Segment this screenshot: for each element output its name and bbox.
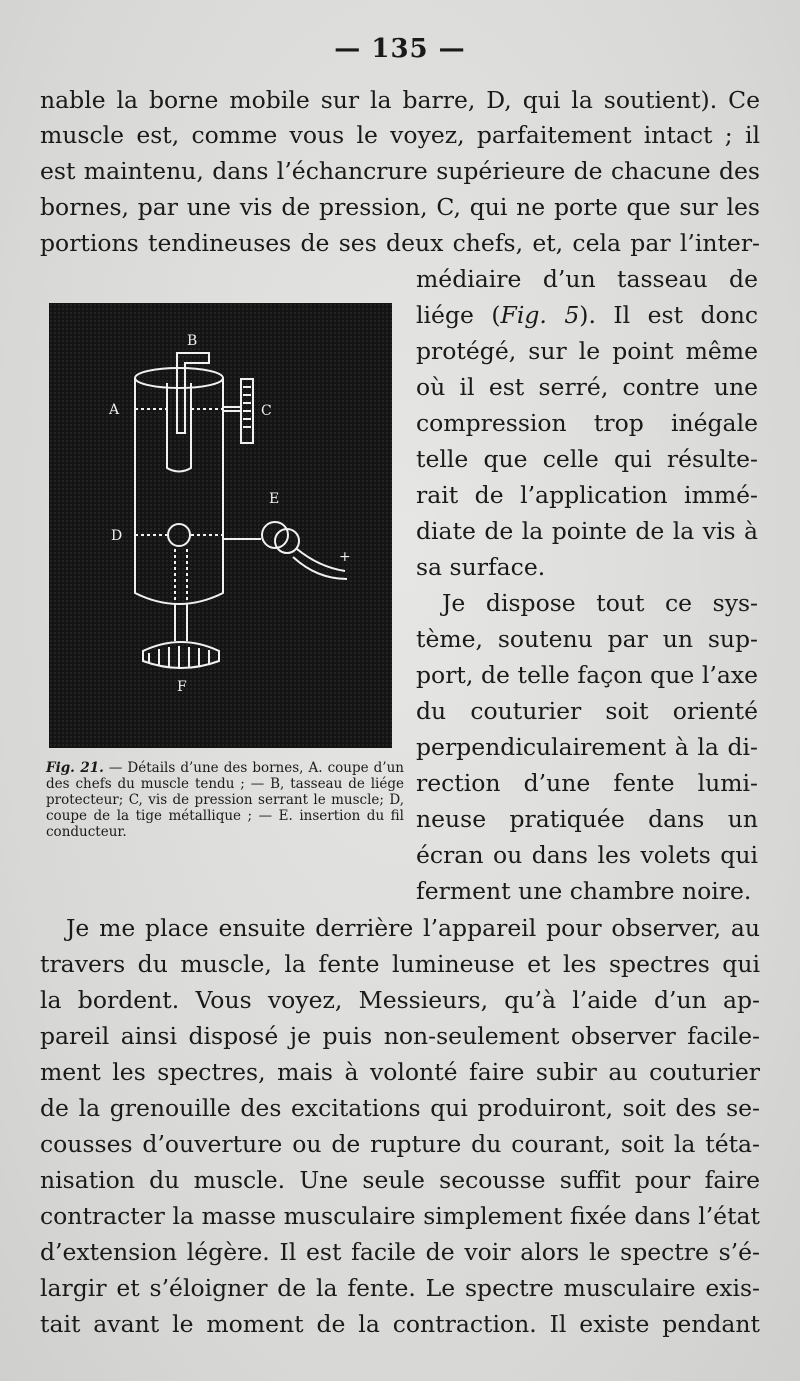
text-line: cousses d’ouverture ou de rupture du courant, soit la téta- [40, 1130, 760, 1158]
text-line: de la grenouille des excitations qui produiront, soit des se- [40, 1094, 760, 1122]
label-a: A [109, 402, 120, 418]
text-line: où il est serré, contre une [416, 373, 758, 401]
text-line: portions tendineuses de ses deux chefs, et, cela par l’inter- [40, 229, 760, 257]
text-segment: ). Il est donc [579, 301, 758, 329]
text-line: neuse pratiquée dans un [416, 805, 758, 833]
figure-ref: Fig. 5 [500, 301, 580, 329]
text-line: bornes, par une vis de pression, C, qui ne porte que sur les [40, 193, 760, 221]
text-line: ferment une chambre noire. [416, 877, 752, 905]
label-b: B [187, 333, 198, 349]
caption-text: — Détails d’une des bornes, A. coupe d’un des chefs du muscle tendu ; — B, tasseau de liége protecteur; C, vis de pression serrant le muscle; D, coupe de la tige métallique ; — E. insertion du fil conducteur. [46, 760, 404, 840]
caption-label: Fig. 21. [46, 760, 104, 776]
text-line: Je me place ensuite derrière l’appareil pour observer, au [66, 914, 760, 942]
label-plus: + [339, 549, 351, 565]
terminal-diagram [49, 303, 392, 748]
text-line: sa surface. [416, 553, 546, 581]
text-line: diate de la pointe de la vis à [416, 517, 758, 545]
text-line [416, 297, 758, 333]
text-line: perpendiculairement à la di- [416, 733, 758, 761]
text-line: rait de l’application immé- [416, 481, 758, 509]
text-line: travers du muscle, la fente lumineuse et les spectres qui [40, 950, 760, 978]
text-line: largir et s’éloigner de la fente. Le spectre musculaire exis- [40, 1274, 760, 1302]
text-line: écran ou dans les volets qui [416, 841, 758, 869]
text-line: rection d’une fente lumi- [416, 769, 758, 797]
text-line: est maintenu, dans l’échancrure supérieure de chacune des [40, 157, 760, 185]
text-line: ment les spectres, mais à volonté faire subir au couturier [40, 1058, 760, 1086]
text-line: médiaire d’un tasseau de [416, 265, 758, 293]
text-line: la bordent. Vous voyez, Messieurs, qu’à l’aide d’un ap- [40, 986, 760, 1014]
text-segment: liége ( [416, 301, 501, 329]
text-line: pareil ainsi disposé je puis non-seulement observer facile- [40, 1022, 760, 1050]
label-d: D [111, 528, 123, 544]
text-line: Je dispose tout ce sys- [442, 589, 758, 617]
figure-illustration [49, 303, 392, 748]
text-line: muscle est, comme vous le voyez, parfaitement intact ; il [40, 121, 760, 149]
figure-caption [46, 760, 404, 840]
text-line: compression trop inégale [416, 409, 758, 437]
text-line: telle que celle qui résulte- [416, 445, 758, 473]
text-line: du couturier soit orienté [416, 697, 758, 725]
text-line: port, de telle façon que l’axe [416, 661, 758, 689]
label-c: C [261, 403, 272, 419]
text-line: d’extension légère. Il est facile de voir alors le spectre s’é- [40, 1238, 760, 1266]
text-line: contracter la masse musculaire simplement fixée dans l’état [40, 1202, 760, 1230]
text-line: nisation du muscle. Une seule secousse suffit pour faire [40, 1166, 760, 1194]
text-line: protégé, sur le point même [416, 337, 758, 365]
text-line: tème, soutenu par un sup- [416, 625, 758, 653]
page-number: — 135 — [334, 34, 466, 64]
label-e: E [269, 491, 280, 507]
label-f: F [177, 679, 187, 695]
text-line: tait avant le moment de la contraction. Il existe pendant [40, 1310, 760, 1338]
text-line: nable la borne mobile sur la barre, D, qui la soutient). Ce [40, 86, 760, 114]
